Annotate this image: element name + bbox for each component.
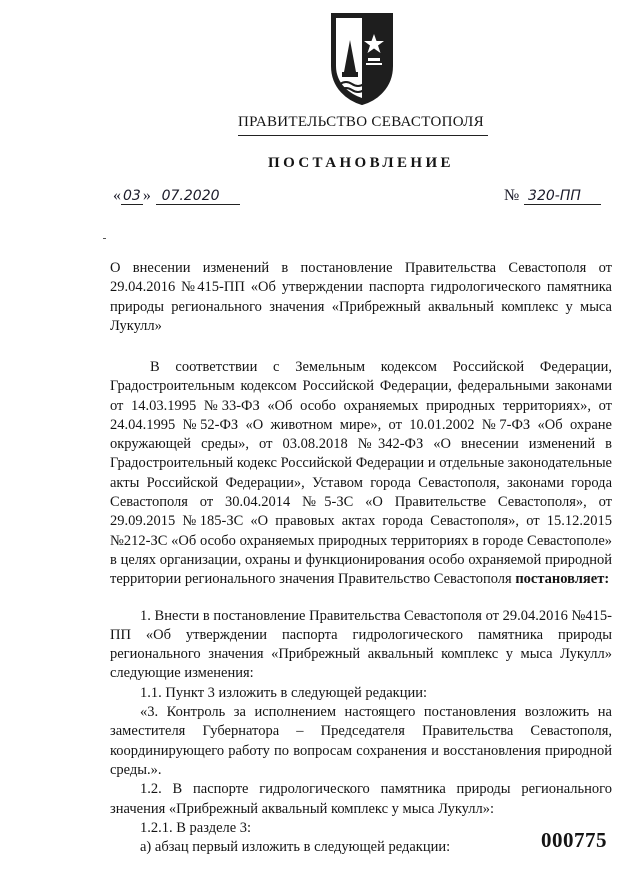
- paragraph-1-1: 1.1. Пункт 3 изложить в следующей редакции:: [140, 684, 428, 701]
- date-month-year: 07.2020: [156, 188, 240, 205]
- preamble-paragraph: [110, 358, 612, 590]
- document-number: [504, 186, 601, 205]
- sevastopol-coat-of-arms-icon: [326, 10, 398, 106]
- paragraph-1-2-1: 1.2.1. В разделе 3:: [140, 819, 252, 836]
- number-value: 320-ПП: [524, 188, 601, 205]
- number-sign: №: [504, 187, 520, 204]
- preamble-text: В соответствии с Земельным кодексом Российской Федерации, Градостроительным кодексом Российской Федерации, федеральными законами от 14.03.1995 №33-ФЗ «Об особо охраняемых природных территориях», от 24.04.1995 №52-ФЗ «О животном мире», от 10.01.2002 №7-ФЗ «Об охране окружающей среды», от 03.08.2018 №342-ФЗ «О внесении изменений в Градостроительный кодекс Российской Федерации и отдельные законодательные акты Российской Федерации», Уставом города Севастополя, законами города Севастополя от 30.04.2014 №5-ЗС «О Правительстве Севастополя», от 29.09.2015 №185-ЗС «О правовых актах города Севастополя», от 15.12.2015 №212-ЗС «Об особо охраняемых природных территориях в городе Севастополе» в целях организации, охраны и функционирования особо охраняемой природной территории регионального значения Правительство Севастополя: [110, 359, 612, 588]
- document-date: [113, 186, 240, 208]
- header-divider: [238, 135, 488, 136]
- scan-dot: [103, 238, 106, 239]
- document-type: ПОСТАНОВЛЕНИЕ: [268, 155, 454, 171]
- date-open-quote: «: [113, 187, 121, 204]
- government-name: ПРАВИТЕЛЬСТВО СЕВАСТОПОЛЯ: [238, 114, 484, 130]
- form-serial-number: 000775: [541, 828, 607, 852]
- date-close-quote: »: [142, 187, 151, 204]
- paragraph-a: а) абзац первый изложить в следующей редакции:: [140, 839, 451, 856]
- document-title: О внесении изменений в постановление Правительства Севастополя от 29.04.2016 №415-ПП «Об утверждении паспорта гидрологического памятника природы регионального значения «Прибрежный аквальный комплекс у мыса Лукулл»: [110, 260, 612, 334]
- preamble-verb: постановляет:: [515, 571, 610, 588]
- paragraph-1-2: 1.2. В паспорте гидрологического памятника природы регионального значения «Прибрежный аквальный комплекс у мыса Лукулл»:: [110, 781, 612, 817]
- paragraph-1: 1. Внести в постановление Правительства Севастополя от 29.04.2016 №415-ПП «Об утверждении паспорта гидрологического памятника природы регионального значения «Прибрежный аквальный комплекс у мыса Лукулл» следующие изменения:: [110, 607, 612, 682]
- date-day: 03: [123, 188, 141, 204]
- document-body: [110, 358, 612, 857]
- paragraph-1-1-text: «3. Контроль за исполнением настоящего постановления возложить на заместителя Губернатора – Председателя Правительства Севастополя, координирующего работу по вопросам сохранения и восстановления природной среды.».: [110, 704, 612, 778]
